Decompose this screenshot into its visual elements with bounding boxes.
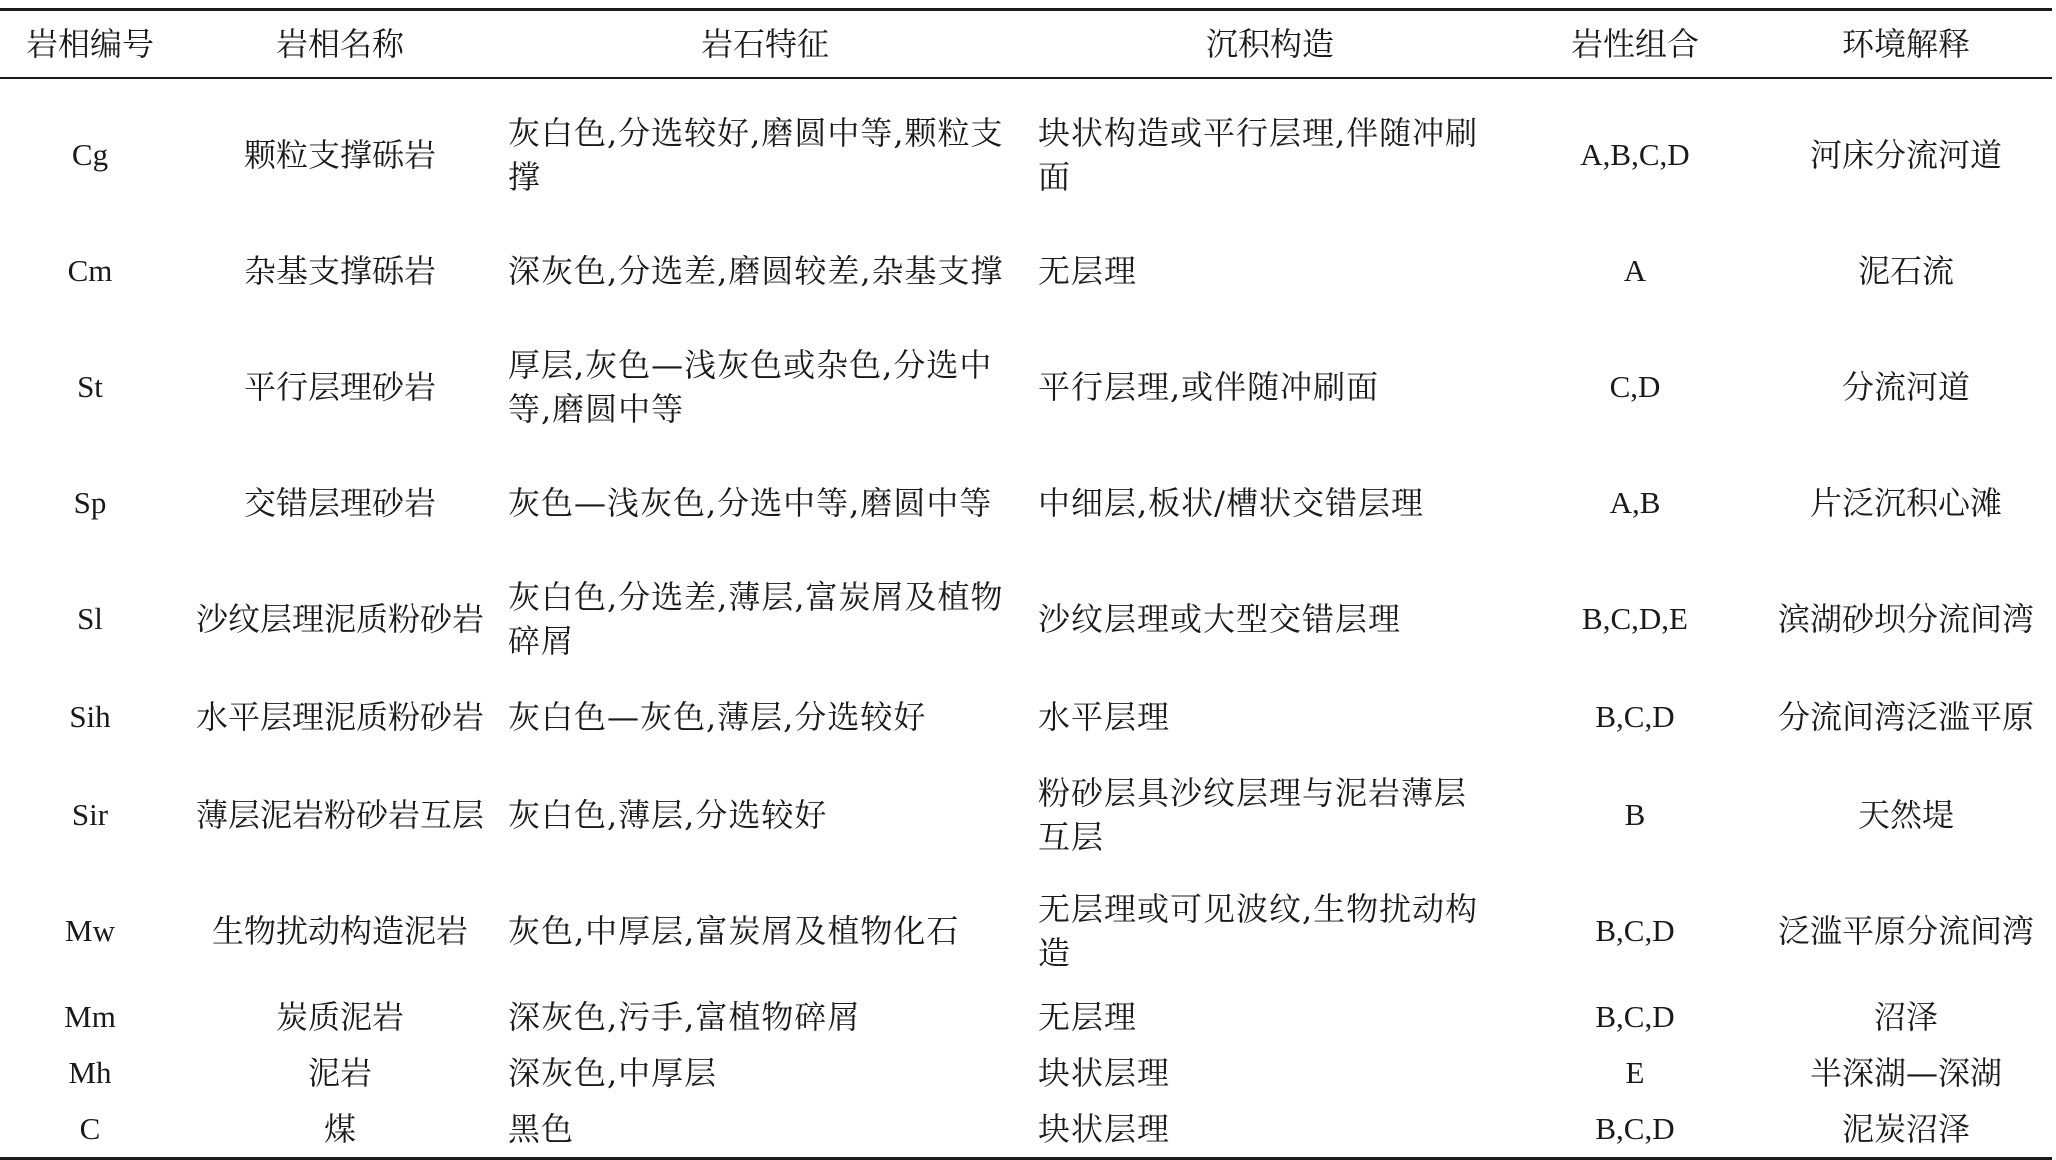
lithology-combination: A,B,C,D — [1580, 137, 1690, 172]
environment: 半深湖—深湖 — [1809, 1054, 2002, 1092]
facies-table — [0, 8, 2052, 1160]
table-row — [0, 677, 2052, 757]
facies-code: Cm — [67, 253, 113, 288]
facies-name: 水平层理泥质粉砂岩 — [195, 698, 484, 736]
lithology-combination: E — [1625, 1055, 1645, 1090]
facies-code: St — [77, 369, 103, 404]
header-sedimentary-structure: 沉积构造 — [1205, 25, 1334, 63]
facies-name: 颗粒支撑砾岩 — [243, 136, 436, 174]
header-rock-features: 岩石特征 — [700, 25, 829, 63]
sedimentary-structure: 块状构造或平行层理,伴随冲刷面 — [1038, 114, 1479, 196]
facies-code: Mh — [68, 1055, 112, 1090]
rock-features: 灰白色—灰色,薄层,分选较好 — [508, 698, 927, 736]
header-facies-code: 岩相编号 — [25, 25, 154, 63]
facies-code: C — [79, 1111, 101, 1146]
facies-name: 杂基支撑砾岩 — [243, 252, 436, 290]
lithology-combination: A — [1623, 253, 1647, 288]
facies-name: 煤 — [323, 1110, 356, 1148]
facies-name: 沙纹层理泥质粉砂岩 — [195, 600, 484, 638]
table-row — [0, 445, 2052, 561]
rock-features: 灰白色,薄层,分选较好 — [508, 796, 828, 834]
sedimentary-structure: 块状层理 — [1038, 1054, 1171, 1092]
sedimentary-structure: 水平层理 — [1038, 698, 1171, 736]
rock-features: 灰色—浅灰色,分选中等,磨圆中等 — [508, 484, 993, 522]
table-row — [0, 97, 2052, 213]
facies-code: Sih — [69, 699, 111, 734]
environment: 泥炭沼泽 — [1841, 1110, 1970, 1148]
table-row — [0, 989, 2052, 1045]
sedimentary-structure: 无层理或可见波纹,生物扰动构造 — [1038, 890, 1479, 972]
rock-features: 灰白色,分选差,薄层,富炭屑及植物碎屑 — [508, 578, 1004, 660]
lithology-combination: B,C,D,E — [1582, 601, 1688, 636]
environment: 滨湖砂坝分流间湾 — [1777, 600, 2034, 638]
table-spacer — [0, 78, 2052, 97]
facies-name: 炭质泥岩 — [275, 998, 404, 1036]
sedimentary-structure: 无层理 — [1038, 252, 1138, 290]
lithology-combination: B,C,D — [1595, 913, 1675, 948]
lithology-combination: B — [1624, 797, 1646, 832]
environment: 河床分流河道 — [1809, 136, 2002, 174]
facies-name: 平行层理砂岩 — [243, 368, 436, 406]
table-row — [0, 329, 2052, 445]
table-row — [0, 1101, 2052, 1159]
lithology-combination: B,C,D — [1595, 999, 1675, 1034]
facies-code: Cg — [71, 137, 109, 172]
rock-features: 深灰色,中厚层 — [508, 1054, 718, 1092]
environment: 分流河道 — [1841, 368, 1970, 406]
environment: 沼泽 — [1873, 998, 1938, 1036]
rock-features: 深灰色,分选差,磨圆较差,杂基支撑 — [508, 252, 1004, 290]
environment: 泛滥平原分流间湾 — [1777, 912, 2034, 950]
sedimentary-structure: 中细层,板状/槽状交错层理 — [1038, 484, 1424, 522]
sedimentary-structure: 粉砂层具沙纹层理与泥岩薄层互层 — [1038, 774, 1468, 856]
sedimentary-structure: 无层理 — [1038, 998, 1138, 1036]
facies-name: 薄层泥岩粉砂岩互层 — [195, 796, 484, 834]
rock-features: 灰色,中厚层,富炭屑及植物化石 — [508, 912, 960, 950]
rock-features: 黑色 — [508, 1110, 575, 1148]
header-facies-name: 岩相名称 — [275, 25, 404, 63]
environment: 泥石流 — [1857, 252, 1954, 290]
table-row — [0, 1045, 2052, 1101]
facies-table-container — [0, 8, 2052, 1160]
environment: 片泛沉积心滩 — [1809, 484, 2002, 522]
facies-code: Sl — [77, 601, 103, 636]
table-row — [0, 561, 2052, 677]
lithology-combination: B,C,D — [1595, 1111, 1675, 1146]
lithology-combination: A,B — [1609, 485, 1661, 520]
header-lithology-combination: 岩性组合 — [1570, 25, 1699, 63]
table-row — [0, 757, 2052, 873]
sedimentary-structure: 沙纹层理或大型交错层理 — [1038, 600, 1402, 638]
table-row — [0, 213, 2052, 329]
rock-features: 灰白色,分选较好,磨圆中等,颗粒支撑 — [508, 114, 1004, 196]
table-row — [0, 873, 2052, 989]
lithology-combination: C,D — [1609, 369, 1661, 404]
facies-code: Mm — [64, 999, 116, 1034]
facies-name: 交错层理砂岩 — [243, 484, 436, 522]
facies-code: Sir — [71, 797, 109, 832]
facies-name: 生物扰动构造泥岩 — [211, 912, 468, 950]
facies-name: 泥岩 — [307, 1054, 372, 1092]
table-header-row — [0, 10, 2052, 79]
facies-code: Sp — [73, 485, 107, 520]
sedimentary-structure: 块状层理 — [1038, 1110, 1171, 1148]
header-environment: 环境解释 — [1841, 25, 1970, 63]
rock-features: 厚层,灰色—浅灰色或杂色,分选中等,磨圆中等 — [508, 346, 993, 428]
facies-code: Mw — [65, 913, 115, 948]
environment: 天然堤 — [1857, 796, 1954, 834]
sedimentary-structure: 平行层理,或伴随冲刷面 — [1038, 368, 1380, 406]
environment: 分流间湾泛滥平原 — [1777, 698, 2034, 736]
lithology-combination: B,C,D — [1595, 699, 1675, 734]
rock-features: 深灰色,污手,富植物碎屑 — [508, 998, 861, 1036]
